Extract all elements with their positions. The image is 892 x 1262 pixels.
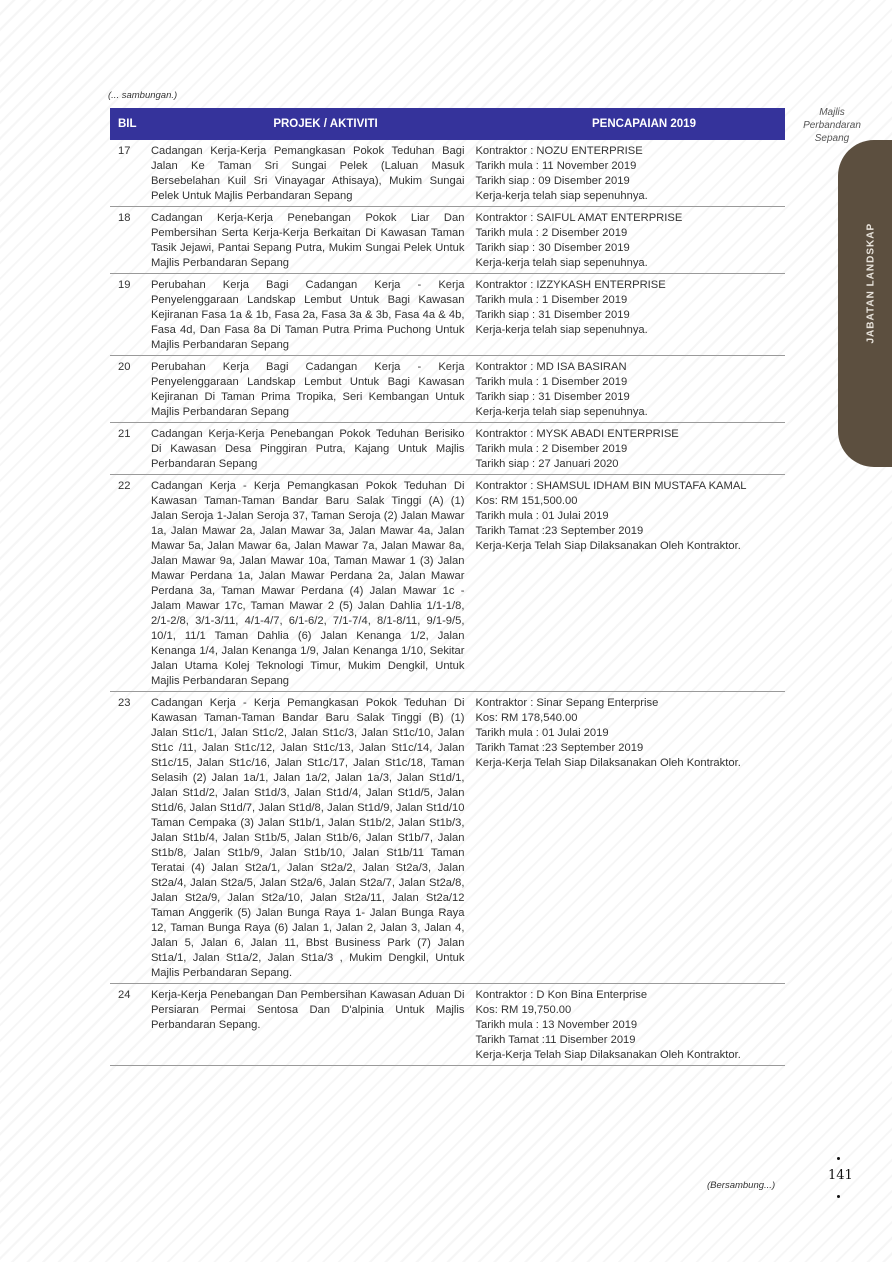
project-description: Perubahan Kerja Bagi Cadangan Kerja - Kerja Penyelenggaraan Landskap Lembut Untuk Bagi Kawasan Kejiranan Di Taman Prima Tropika, Seri Kembangan Untuk Majlis Perbandaran Sepang [150, 361, 465, 418]
achievement-line: Tarikh siap : 31 Disember 2019 [475, 309, 630, 321]
projects-table [110, 108, 785, 1066]
continued-footer-note: (Bersambung...) [707, 1180, 776, 1191]
table-row [110, 692, 785, 984]
achievement-line: Tarikh Tamat :11 Disember 2019 [475, 1034, 636, 1046]
achievement-line: Tarikh mula : 1 Disember 2019 [475, 294, 628, 306]
achievement-line: Tarikh mula : 2 Disember 2019 [475, 227, 628, 239]
brand-line: Majlis [819, 107, 845, 118]
achievement-line: Kos: RM 178,540.00 [475, 712, 578, 724]
achievement-line: Kontraktor : MYSK ABADI ENTERPRISE [475, 428, 679, 440]
achievement-cell [475, 696, 785, 981]
row-number: 17 [118, 145, 131, 157]
table-row [110, 984, 785, 1066]
achievement-line: Tarikh siap : 09 Disember 2019 [475, 175, 630, 187]
row-number: 18 [118, 212, 131, 224]
project-description: Kerja-Kerja Penebangan Dan Pembersihan Kawasan Aduan Di Persiaran Permai Sentosa Dan D'alpinia Untuk Majlis Perbandaran Sepang. [150, 989, 465, 1031]
achievement-line: Kerja-kerja telah siap sepenuhnya. [475, 406, 648, 418]
achievement-line: Tarikh siap : 27 Januari 2020 [475, 458, 619, 470]
achievement-line: Kerja-kerja telah siap sepenuhnya. [475, 324, 648, 336]
table-row [110, 274, 785, 356]
table-body [110, 140, 785, 1066]
achievement-line: Kontraktor : D Kon Bina Enterprise [475, 989, 648, 1001]
project-description: Cadangan Kerja - Kerja Pemangkasan Pokok Teduhan Di Kawasan Taman-Taman Bandar Baru Salak Tinggi (A) (1) Jalan Seroja 1-Jalan Seroja 37, Taman Seroja (2) Jalan Mawar 1a, Jalan Mawar 2a, Jalan Mawar 3a, Jalan Mawar 4a, Jalan Mawar 5a, Jalan Mawar 6a, Jalan Mawar 7a, Jalan Mawar 8a, Jalan Mawar 9a, Jalan Mawar 10a, Taman Mawar 1 (3) Jalan Mawar Perdana 1a, Jalan Mawar Perdana 2a, Jalan Mawar Perdana 3a, Taman Mawar Perdana (4) Jalan Mawar 1c - Jalam Mawar 17c, Taman Mawar 2 (5) Jalan Dahlia 1/1-1/8, 2/1-2/8, 3/1-3/11, 4/1-4/7, 6/1-6/2, 7/1-7/4, 8/1-8/11, 9/1-9/5, 10/1, 11/1 Taman Dahlia (6) Jalan Kenanga 1/2, Jalan Kenanga 1/4, Jalan Kenanga 1/9, Jalan Kenanga 1/10, Sekitar Jalan Utama Kolej Teknologi Timur, Mukim Dengkil, Untuk Majlis Perbandaran Sepang [150, 480, 465, 687]
table-row [110, 423, 785, 475]
row-number: 24 [118, 989, 131, 1001]
page-dot-top [837, 1157, 840, 1160]
achievement-line: Kerja-Kerja Telah Siap Dilaksanakan Oleh Kontraktor. [475, 540, 741, 552]
achievement-line: Kontraktor : MD ISA BASIRAN [475, 361, 627, 373]
section-tab-label: JABATAN LANDSKAP [865, 222, 877, 344]
achievement-cell [475, 988, 785, 1063]
table-row [110, 356, 785, 423]
achievement-line: Kontraktor : IZZYKASH ENTERPRISE [475, 279, 666, 291]
achievement-line: Tarikh mula : 01 Julai 2019 [475, 727, 609, 739]
achievement-line: Kontraktor : SAIFUL AMAT ENTERPRISE [475, 212, 683, 224]
achievement-line: Kontraktor : NOZU ENTERPRISE [475, 145, 643, 157]
table-header [110, 108, 785, 140]
achievement-line: Tarikh siap : 30 Disember 2019 [475, 242, 630, 254]
row-number: 23 [118, 697, 131, 709]
achievement-line: Tarikh mula : 2 Disember 2019 [475, 443, 628, 455]
table-row [110, 475, 785, 692]
brand-line: Perbandaran [803, 120, 861, 131]
achievement-line: Tarikh Tamat :23 September 2019 [475, 742, 644, 754]
project-description: Cadangan Kerja-Kerja Penebangan Pokok Teduhan Berisiko Di Kawasan Desa Pinggiran Putra, Kajang Untuk Majlis Perbandaran Sepang [150, 428, 465, 470]
column-header-bil: BIL [118, 118, 137, 130]
achievement-line: Tarikh Tamat :23 September 2019 [475, 525, 644, 537]
achievement-line: Kerja-kerja telah siap sepenuhnya. [475, 257, 648, 269]
row-number: 22 [118, 480, 131, 492]
achievement-line: Kontraktor : Sinar Sepang Enterprise [475, 697, 659, 709]
achievement-line: Tarikh siap : 31 Disember 2019 [475, 391, 630, 403]
table-row [110, 207, 785, 274]
achievement-line: Tarikh mula : 1 Disember 2019 [475, 376, 628, 388]
page-number: 141 [828, 1168, 853, 1183]
column-header-pencapaian: PENCAPAIAN 2019 [592, 118, 696, 130]
achievement-cell [475, 427, 785, 472]
brand-line: Sepang [814, 133, 850, 144]
achievement-cell [475, 144, 785, 204]
achievement-line: Kos: RM 19,750.00 [475, 1004, 572, 1016]
project-description: Perubahan Kerja Bagi Cadangan Kerja - Kerja Penyelenggaraan Landskap Lembut Untuk Bagi Kawasan Kejiranan Fasa 1a & 1b, Fasa 2a, Fasa 3a & 3b, Fasa 4a & 4b, Fasa 4d, Dan Fasa 8a Di Taman Putra Prima Puchong Untuk Majlis Perbandaran Sepang [150, 279, 465, 351]
project-description: Cadangan Kerja - Kerja Pemangkasan Pokok Teduhan Di Kawasan Taman-Taman Bandar Baru Salak Tinggi (B) (1) Jalan St1c/1, Jalan St1c/2, Jalan St1c/3, Jalan St1c/10, Jalan St1c /11, Jalan St1c/12, Jalan St1c/13, Jalan St1c/14, Jalan St1c/15, Jalan St1c/16, Jalan St1c/17, Jalan St1c/18, Taman Selasih (2) Jalan 1a/1, Jalan 1a/2, Jalan 1a/3, Jalan St1d/1, Jalan St1d/2, Jalan St1d/3, Jalan St1d/4, Jalan St1d/5, Jalan St1d/6, Jalan St1d/7, Jalan St1d/8, Jalan St1d/9, Jalan St1d/10 Taman Cempaka (3) Jalan St1b/1, Jalan St1b/2, Jalan St1b/3, Jalan St1b/4, Jalan St1b/5, Jalan St1b/6, Jalan St1b/7, Jalan St1b/8, Jalan St1b/9, Jalan St1b/10, Jalan St1b/11 Taman Teratai (4) Jalan St2a/1, Jalan St2a/2, Jalan St2a/3, Jalan St2a/4, Jalan St2a/5, Jalan St2a/6, Jalan St2a/7, Jalan St2a/8, Jalan St2a/9, Jalan St2a/10, Jalan St2a/11, Jalan St2a/12 Taman Anggerik (5) Jalan Bunga Raya 1- Jalan Bunga Raya 12, Taman Bunga Raya (6) Jalan 1, Jalan 2, Jalan 3, Jalan 4, Jalan 5, Jalan 6, Jalan 11, Bbst Business Park (7) Jalan St1a/1, Jalan St1a/2, Jalan St1a/3 , Mukim Dengkil, Untuk Majlis Perbandaran Sepang. [150, 697, 465, 979]
achievement-line: Kontraktor : SHAMSUL IDHAM BIN MUSTAFA KAMAL [475, 480, 747, 492]
table-row [110, 140, 785, 207]
achievement-line: Kerja-Kerja Telah Siap Dilaksanakan Oleh Kontraktor. [475, 1049, 741, 1061]
achievement-line: Tarikh mula : 01 Julai 2019 [475, 510, 609, 522]
project-description: Cadangan Kerja-Kerja Penebangan Pokok Liar Dan Pembersihan Serta Kerja-Kerja Berkaitan Di Kawasan Taman Tasik Jejawi, Pantai Sepang Putra, Mukim Sungai Pelek Untuk Majlis Perbandaran Sepang [150, 212, 465, 269]
project-description: Cadangan Kerja-Kerja Pemangkasan Pokok Teduhan Bagi Jalan Ke Taman Sri Sungai Pelek (Laluan Masuk Bersebelahan Kuil Sri Vinayagar Athisaya), Mukim Sungai Pelek Untuk Majlis Perbandaran Sepang [150, 145, 465, 202]
achievement-line: Tarikh mula : 13 November 2019 [475, 1019, 638, 1031]
page-dot-bottom [837, 1195, 840, 1198]
achievement-line: Tarikh mula : 11 November 2019 [475, 160, 637, 172]
column-header-projek: PROJEK / AKTIVITI [273, 118, 378, 130]
achievement-cell [475, 211, 785, 271]
continued-note: (... sambungan.) [108, 90, 178, 101]
row-number: 19 [118, 279, 131, 291]
achievement-cell [475, 360, 785, 420]
row-number: 21 [118, 428, 131, 440]
row-number: 20 [118, 361, 131, 373]
brand-name [792, 106, 872, 145]
achievement-cell [475, 278, 785, 353]
achievement-line: Kos: RM 151,500.00 [475, 495, 578, 507]
achievement-line: Kerja-kerja telah siap sepenuhnya. [475, 190, 648, 202]
achievement-cell [475, 479, 785, 689]
achievement-line: Kerja-Kerja Telah Siap Dilaksanakan Oleh Kontraktor. [475, 757, 741, 769]
